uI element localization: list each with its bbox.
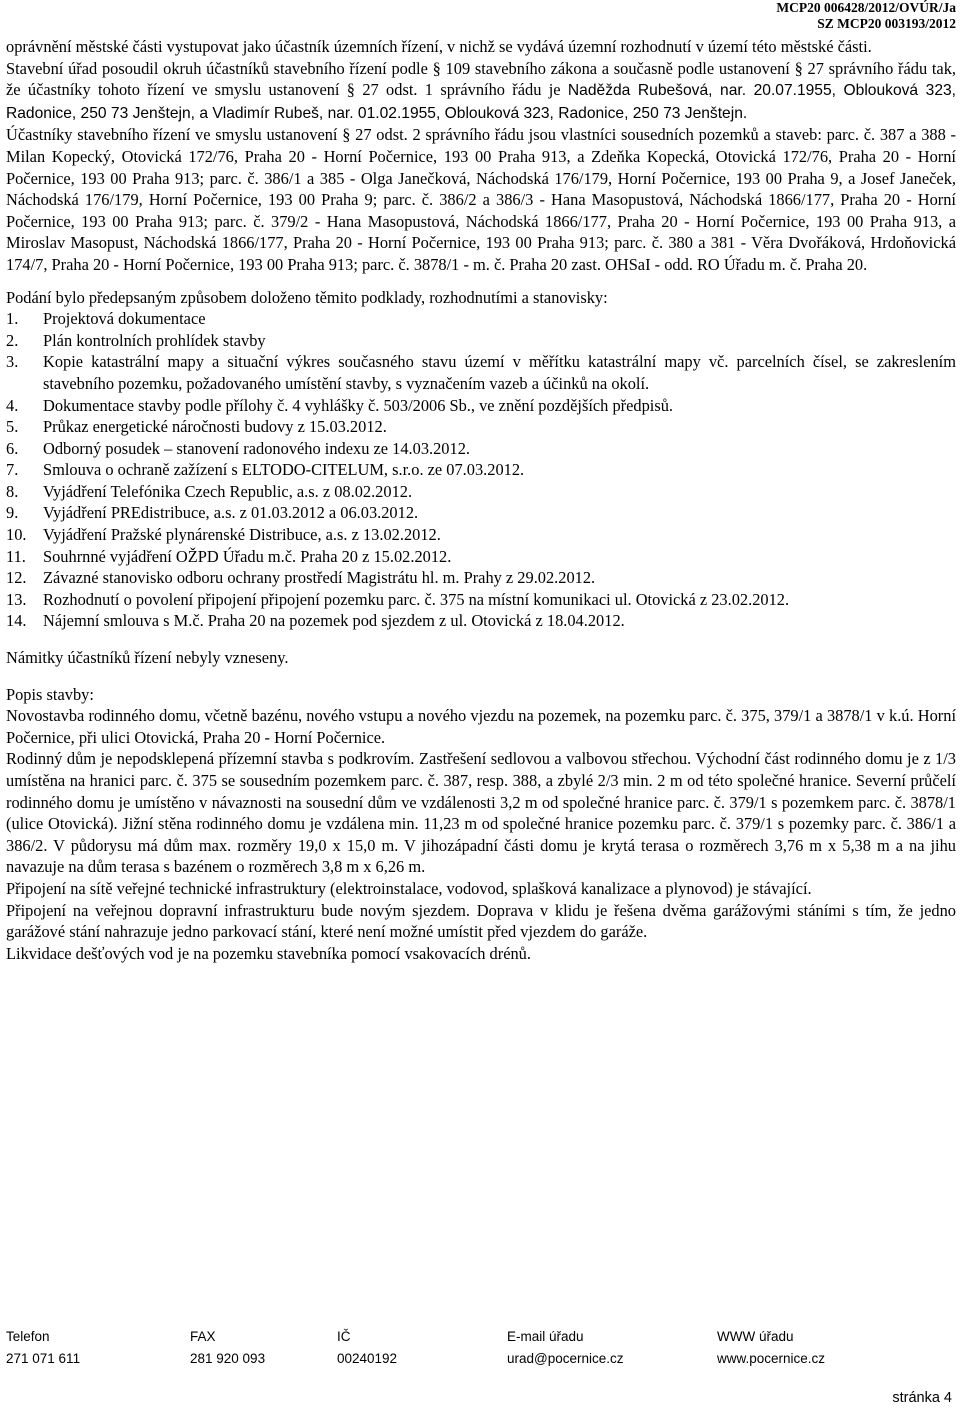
document-body bbox=[6, 36, 956, 964]
list-item: 11. Souhrnné vyjádření OŽPD Úřadu m.č. Praha 20 z 15.02.2012. bbox=[6, 546, 452, 566]
list-item: 14. Nájemní smlouva s M.č. Praha 20 na pozemek pod sjezdem z ul. Otovická z 18.04.2012. bbox=[6, 611, 625, 631]
list-item: 4. Dokumentace stavby podle přílohy č. 4 vyhlášky č. 503/2006 Sb., ve znění pozdějších předpisů. bbox=[6, 395, 673, 415]
spacer bbox=[6, 632, 956, 647]
list-item: 2. Plán kontrolních prohlídek stavby bbox=[6, 330, 266, 350]
spacer bbox=[6, 669, 956, 684]
list-item: 3. Kopie katastrální mapy a situační výkres současného stavu území v měřítku katastrální mapy vč. parcelních čísel, se zakreslením stavebního pozemku, požadovaného umístění stavby, s vyznačením vazeb a účinků na okolí. bbox=[6, 352, 956, 393]
list-item: 13. Rozhodnutí o povolení připojení připojení pozemku parc. č. 375 na místní komunikaci ul. Otovická z 23.02.2012. bbox=[6, 589, 790, 609]
telefon-value: 271 071 611 bbox=[6, 1351, 81, 1366]
paragraph-popis-4: Připojení na veřejnou dopravní infrastrukturu bude novým sjezdem. Doprava v klidu je řešena dvěma garážovými stáními s tím, že jedno garážové stání nahrazuje jedno parkovací stání, které není možné umístit před vjezdem do garáže. bbox=[6, 900, 956, 942]
spacer bbox=[6, 276, 956, 287]
list-item: 9. Vyjádření PREdistribuce, a.s. z 01.03.2012 a 06.03.2012. bbox=[6, 503, 419, 523]
section-heading-popis: Popis stavby: bbox=[6, 684, 94, 704]
list-item: 7. Smlouva o ochraně zažízení s ELTODO-CITELUM, s.r.o. ze 07.03.2012. bbox=[6, 460, 525, 480]
list-item: 6. Odborný posudek – stanovení radonového indexu ze 14.03.2012. bbox=[6, 438, 470, 458]
paragraph-popis-2: Rodinný dům je nepodsklepená přízemní stavba s podkrovím. Zastřešení sedlovou a valbovou střechou. Východní část rodinného domu je z 1/3 umístěna na hranici parc. č. 375 se sousedním pozemkem parc. č. 387, resp. 388, a zbylé 2/3 min. 2 m od této společné hranice. Severní průčelí rodinného domu je umístěno v návaznosti na sousední dům ve vzdálenosti 3,2 m od společné hranice parc. č. 379/1 s pozemkem parc. č. 3878/1 (ulice Otovická). Jižní stěna rodinného domu je vzdálena min. 11,23 m od společné hranice pozemku parc. č. 379/1 s pozemky parc. č. 386/1 a 386/2. V půdorysu má dům max. rozměry 19,0 x 15,0 m. V jihozápadní části domu je krytá terasa o rozměrech 3,76 m x 5,38 m a na jihu navazuje na dům terasa s bazénem o rozměrech 3,8 m x 6,26 m. bbox=[6, 749, 956, 877]
footer-col-www bbox=[717, 1326, 825, 1370]
participants-names: Naděžda Rubešová, nar. 20.07.1955, Oblouková 323, Radonice, 250 73 Jenštejn, a Vladimír Rubeš, nar. 01.02.1955, Oblouková 323, Radonice, 250 73 Jenštejn. bbox=[6, 82, 957, 122]
list-item: 8. Vyjádření Telefónika Czech Republic, a.s. z 08.02.2012. bbox=[6, 481, 413, 501]
page-number: stránka 4 bbox=[892, 1390, 952, 1406]
list-item: 1. Projektová dokumentace bbox=[6, 309, 206, 329]
paragraph-objections: Námitky účastníků řízení nebyly vzneseny. bbox=[6, 648, 289, 668]
paragraph-documents-intro: Podání bylo předepsaným způsobem doloženo těmito podklady, rozhodnutími a stanovisky: bbox=[6, 287, 608, 307]
participants-intro: Stavební úřad posoudil okruh účastníků stavebního řízení podle § 109 stavebního zákona a současně podle ustanovení § 27 správního řádu tak, že účastníky tohoto řízení ve smyslu ustanovení § 27 odst. 1 správního řádu je bbox=[6, 58, 956, 100]
fax-value: 281 920 093 bbox=[190, 1351, 266, 1366]
www-label: WWW úřadu bbox=[717, 1329, 794, 1344]
documents-list bbox=[6, 308, 956, 632]
fax-label: FAX bbox=[190, 1329, 216, 1344]
paragraph-popis-5: Likvidace dešťových vod je na pozemku stavebníka pomocí vsakovacích drénů. bbox=[6, 943, 531, 963]
paragraph-participants-2: Účastníky stavebního řízení ve smyslu ustanovení § 27 odst. 2 správního řádu jsou vlastníci sousedních pozemků a staveb: parc. č. 387 a 388 - Milan Kopecký, Otovická 172/76, Praha 20 - Horní Počernice, 193 00 Praha 913, a Zdeňka Kopecká, Otovická 172/76, Praha 20 - Horní Počernice, 193 00 Praha 913; parc. č. 386/1 a 385 - Olga Janečková, Náchodská 176/179, Horní Počernice, 193 00 Praha 9, a Josef Janeček, Náchodská 176/179, Horní Počernice, 193 00 Praha 9; parc. č. 386/2 a 386/3 - Hana Masopustová, Náchodská 1866/177, Praha 20 - Horní Počernice, 193 00 Praha 913; parc. č. 379/2 - Hana Masopustová, Náchodská 1866/177, Praha 20 - Horní Počernice, 193 00 Praha 913, a Miroslav Masopust, Náchodská 1866/177, Praha 20 - Horní Počernice, 193 00 Praha 913; parc. č. 380 a 381 - Věra Dvořáková, Hrdoňovická 174/7, Praha 20 - Horní Počernice, 193 00 Praha 913; parc. č. 3878/1 - m. č. Praha 20 zast. OHSaI - odd. RO Úřadu m. č. Praha 20. bbox=[6, 125, 956, 274]
sz-number: SZ MCP20 003193/2012 bbox=[817, 16, 956, 31]
paragraph-participants-1 bbox=[6, 58, 956, 125]
list-item: 10. Vyjádření Pražské plynárenské Distribuce, a.s. z 13.02.2012. bbox=[6, 525, 441, 545]
footer-col-ic bbox=[337, 1326, 397, 1370]
paragraph-popis-3: Připojení na sítě veřejné technické infrastruktury (elektroinstalace, vodovod, splašková kanalizace a plynovod) je stávající. bbox=[6, 878, 812, 898]
list-item: 12. Závazné stanovisko odboru ochrany prostředí Magistrátu hl. m. Prahy z 29.02.2012. bbox=[6, 568, 596, 588]
reference-number: MCP20 006428/2012/OVÚR/Ja bbox=[776, 0, 956, 15]
footer-col-telefon bbox=[6, 1326, 80, 1370]
footer-col-email bbox=[507, 1326, 624, 1370]
email-label: E-mail úřadu bbox=[507, 1329, 584, 1344]
telefon-label: Telefon bbox=[6, 1329, 50, 1344]
email-value: urad@pocernice.cz bbox=[507, 1351, 624, 1366]
list-item: 5. Průkaz energetické náročnosti budovy z 15.03.2012. bbox=[6, 417, 387, 437]
ic-label: IČ bbox=[337, 1329, 351, 1344]
footer-col-fax bbox=[190, 1326, 265, 1370]
reference-header bbox=[776, 0, 956, 32]
ic-value: 00240192 bbox=[337, 1351, 398, 1366]
www-value: www.pocernice.cz bbox=[717, 1351, 826, 1366]
paragraph-popis-1: Novostavba rodinného domu, včetně bazénu, nového vstupu a nového vjezdu na pozemek, na pozemku parc. č. 375, 379/1 a 3878/1 v k.ú. Horní Počernice, při ulici Otovická, Praha 20 - Horní Počernice. bbox=[6, 706, 956, 747]
paragraph-intro: oprávnění městské části vystupovat jako účastník územních řízení, v nichž se vydává územní rozhodnutí v území této městské části. bbox=[6, 37, 872, 56]
